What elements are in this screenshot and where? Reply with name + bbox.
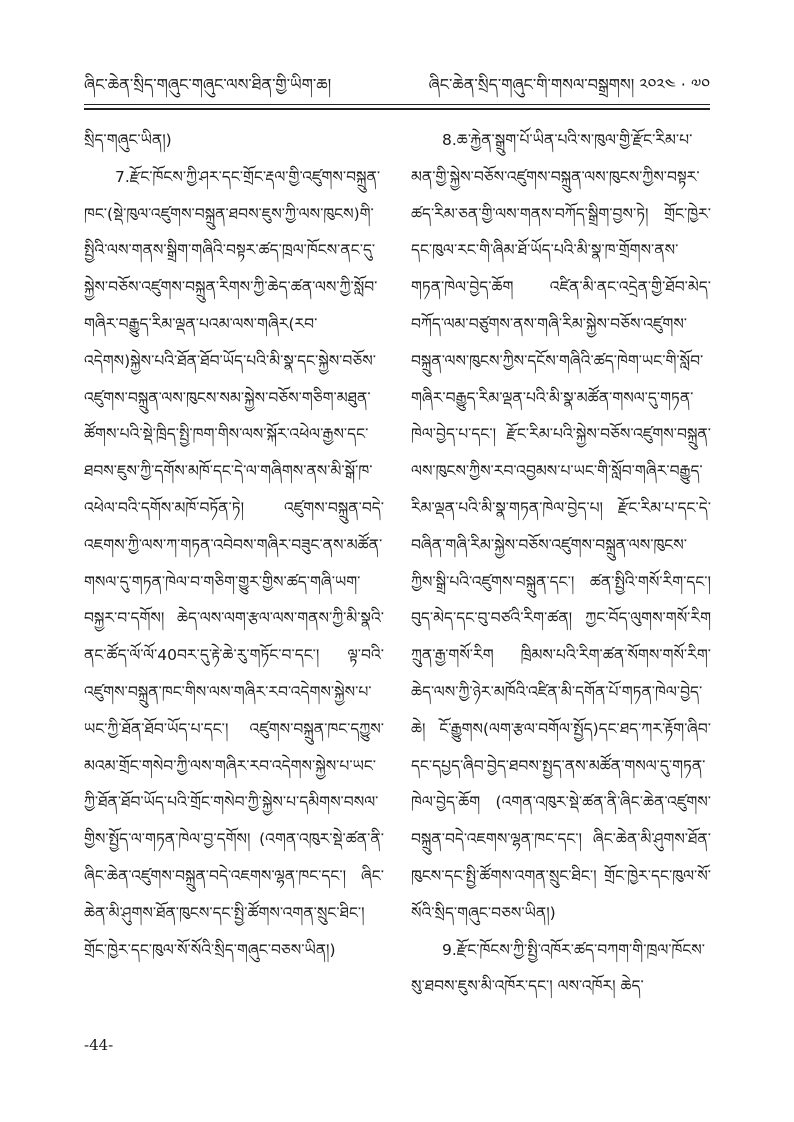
running-header-left: ཞིང་ཆེན་སྲིད་གཞུང་གཞུང་ལས་ཐིན་གྱི་ཡིག་ཆ། — [84, 75, 332, 94]
left-text-column — [84, 122, 384, 968]
paragraph-continuation: སྲིད་གཞུང་ཡིན།) — [84, 131, 172, 149]
header-rule-thick — [84, 108, 710, 110]
running-header-right: ཞིང་ཆེན་སྲིད་གཞུང་གི་གསལ་བསྒྲགས། ༢༠༢༤ · ༧༠ — [428, 75, 710, 94]
paragraph-item-9: 9.རྫོང་ཁོངས་ཀྱི་སྤྱི་འཁོར་ཚད་བཀག་གི་ཁྲལ་ཁོངས་སུ་ཐབས་ཇུས་མི་འཁོར་དང་། ལས་འཁོར། ཆེད་ — [411, 940, 706, 996]
page-number: -44- — [84, 1036, 114, 1054]
paragraph-item-7: 7.རྫོང་ཁོངས་ཀྱི་ཤར་དང་གྲོང་རྡལ་གྱི་འཛུགས་བསྐྲུན་ཁང་(སྡེ་ཁུལ་འཛུགས་བསྐྲུན་ཐབས་ཇུས་ཀྱི་ལས་ཁུངས)གི་སྤྱིའི་ལས་གནས་སྒྲིག་གཞིའི་བསྟར་ཚད་ཁྲལ་ཁོངས་ནང་དུ་སྐྱེས་བཅོས་འཛུགས་བསྐྲུན་རིགས་ཀྱི་ཆེད་ཚན་ལས་ཀྱི་སློབ་གཞིར་བརྒྱུད་རིམ་ལྡན་པའམ་ལས་གཞིར(རབ་འདེགས)སྐྱེས་པའི་ཐོན་ཐོབ་ཡོད་པའི་མི་སྣ་དང་སྐྱེས་བཅོས་འཛུགས་བསྐྲུན་ལས་ཁུངས་སམ་སྐྱེས་བཅོས་གཅིག་མཐུན་ཚོགས་པའི་སྡེ་ཁྲིད་སྤྱི་ཁག་གིས་ལས་སྐོར་འཕེལ་རྒྱས་དང་ཐབས་ཇུས་ཀྱི་དགོས་མཁོ་དང་དེ་ལ་གཞིགས་ནས་མི་སྒོ་ཁ་འཕེལ་བའི་དགོས་མཁོ་བཏོན་ཏེ། འཛུགས་བསྐྲུན་བདེ་འཇགས་ཀྱི་ལས་ཀ་གཏན་འབེབས་གཞིར་བཟུང་ནས་མཚོན་གསལ་དུ་གཏན་ཁེལ་བ་གཅིག་གྱུར་གྱིས་ཚད་གཞི་ཡག་བསྐྱར་བ་དགོས། ཆེད་ལས་ལག་རྩལ་ལས་གནས་ཀྱི་མི་སྣའི་ནང་ཚོད་ལོ་ལོ་40བར་དུ་རྟེ་ཆེ་རུ་གཏོང་བ་དང་། ལྟ་བའི་འཛུགས་བསྐྲུན་ཁང་གིས་ལས་གཞིར་རབ་འདེགས་སྐྱེས་པ་ཡང་ཀྱི་ཐོན་ཐོབ་ཡོད་པ་དང་། འཛུགས་བསྐྲུན་ཁང་དཀྱུས་མའམ་གྲོང་གསེབ་ཀྱི་ལས་གཞིར་རབ་འདེགས་སྐྱེས་པ་ཡང་ཀྱི་ཐོན་ཐོབ་ཡོད་པའི་གྲོང་གསེབ་ཀྱི་སྐྱེས་པ་དམིགས་བསལ་གྱིས་སྤྱོད་ལ་གཏན་ཁེལ་བྱ་དགོས། (འགན་འཁུར་སྡེ་ཚན་ནི་ཞིང་ཆེན་འཛུགས་བསྐྲུན་བདེ་འཇགས་ལྷན་ཁང་དང་། ཞིང་ཆེན་མི་ཤུགས་ཐོན་ཁུངས་དང་སྤྱི་ཚོགས་འགན་སྲུང་ཐིང་། གྲོང་ཁྱེར་དང་ཁུལ་སོ་སོའི་སྲིད་གཞུང་བཅས་ཡིན།) — [84, 167, 384, 959]
header-rule-thin — [84, 104, 710, 105]
paragraph-item-8: 8.ཆ་རྐྱེན་སྒྲུག་པོ་ཡིན་པའི་ས་ཁུལ་གྱི་རྫོང་རིམ་པ་མན་གྱི་སྐྱེས་བཅོས་འཛུགས་བསྐྲུན་ལས་ཁུངས་ཀྱིས་བསྟར་ཚད་རིམ་ཅན་གྱི་ལས་གནས་བཀོད་སྒྲིག་བྱས་ཏེ། གྲོང་ཁྱེར་དང་ཁུལ་རང་གི་ཞིམ་ཐོ་ཡོད་པའི་མི་སྣ་ཁ་གྲོགས་ནས་གཏན་ཁེལ་བྱེད་ཆོག འཛིན་མི་ནང་འདྲེན་གྱི་ཐོབ་མེད་བཀོད་ལམ་བཙུགས་ནས་གཞི་རིམ་སྐྱེས་བཅོས་འཛུགས་བསྐྲུན་ལས་ཁུངས་ཀྱིས་དངོས་གཞིའི་ཚད་ཁེག་ཡང་གི་སློབ་གཞིར་བརྒྱུད་རིམ་ལྡན་པའི་མི་སྣ་མཚོན་གསལ་དུ་གཏན་ཁེལ་བྱེད་པ་དང་། རྫོང་རིམ་པའི་སྐྱེས་བཅོས་འཛུགས་བསྐྲུན་ལས་ཁུངས་ཀྱིས་རབ་འབྱམས་པ་ཡང་གི་སློབ་གཞིར་བརྒྱུད་རིམ་ལྡན་པའི་མི་སྣ་གཏན་ཁེལ་བྱེད་པ། རྫོང་རིམ་པ་དང་དེ་བཞིན་གཞི་རིམ་སྐྱེས་བཅོས་འཛུགས་བསྐྲུན་ལས་ཁུངས་ཀྱིས་སྒྲི་པའི་འཛུགས་བསྐྲུན་དང་། ཚན་སྤྱིའི་གསོ་རིག་དང་། བུད་མེད་དང་བུ་བཙའི་རིག་ཚན། ཀྱང་བོད་ལུགས་གསོ་རིག ཀྲུན་རྒྱ་གསོ་རིག ཁྲིམས་པའི་རིག་ཚན་སོགས་གསོ་རིག་ཆེད་ལས་ཀྱི་ཉེར་མཁོའི་འཛིན་མི་དགོན་པོ་གཏན་ཁེལ་བྱེད་ཆེ། ངོ་རྒྱུགས(ལག་རྩལ་བགོལ་སྤྱོད)དང་ཐད་ཀར་རྟོག་ཞིབ་དང་དཔྱད་ཞིབ་བྱེད་ཐབས་སྤྱད་ནས་མཚོན་གསལ་དུ་གཏན་ཁེལ་བྱེད་ཆོག (འགན་འཁུར་སྡེ་ཚན་ནི་ཞིང་ཆེན་འཛུགས་བསྐྲུན་བདེ་འཇགས་ལྷན་ཁང་དང་། ཞིང་ཆེན་མི་ཤུགས་ཐོན་ཁུངས་དང་སྤྱི་ཚོགས་འགན་སྲུང་ཐིང་། གྲོང་ཁྱེར་དང་ཁུལ་སོ་སོའི་སྲིད་གཞུང་བཅས་ཡིན།) — [411, 131, 711, 922]
right-text-column — [411, 122, 711, 1005]
